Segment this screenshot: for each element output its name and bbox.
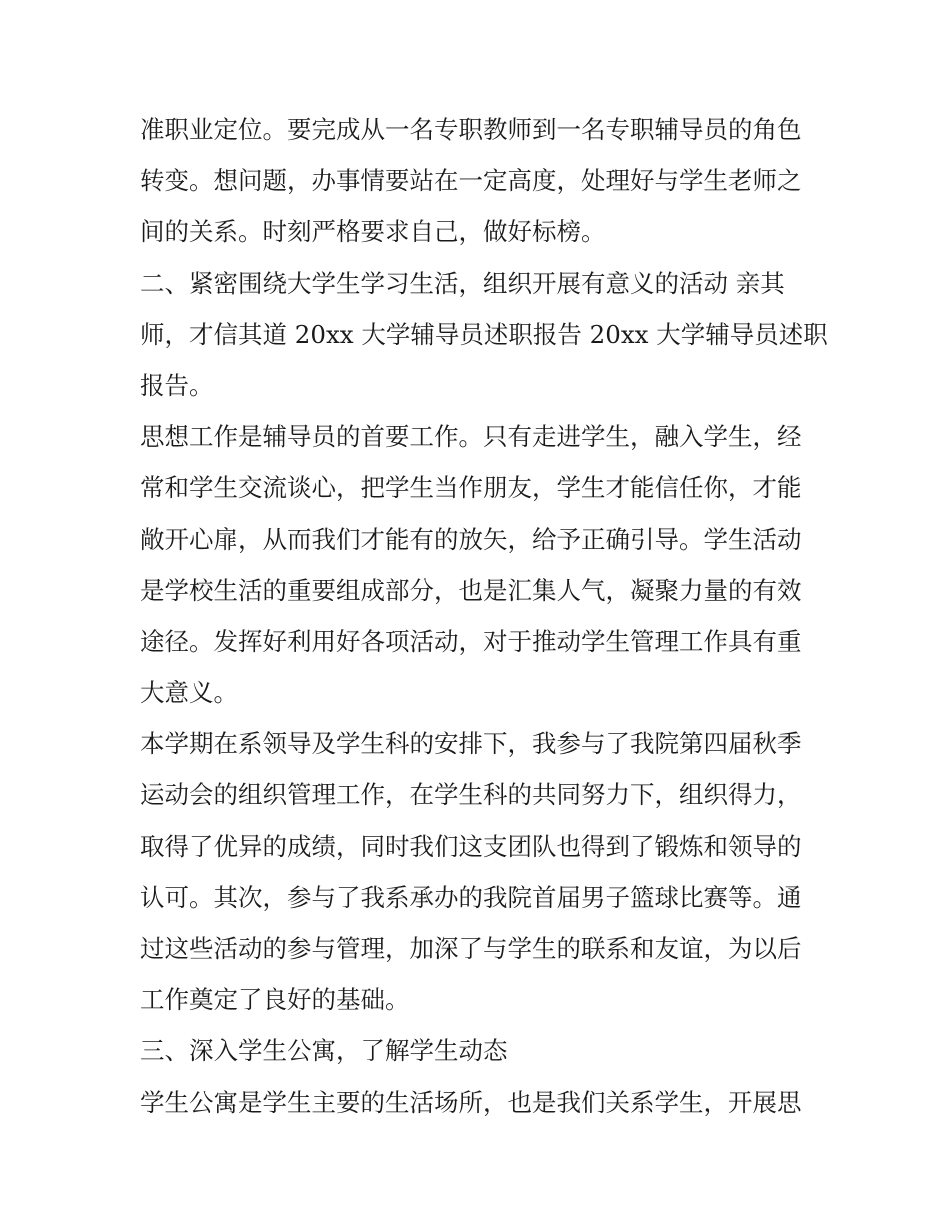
text-line: 运动会的组织管理工作，在学生科的共同努力下，组织得力，: [140, 780, 802, 810]
text-line: 认可。其次，参与了我系承办的我院首届男子篮球比赛等。通: [140, 882, 802, 912]
text-line: 大意义。: [140, 678, 238, 708]
text-line: 过这些活动的参与管理，加深了与学生的联系和友谊，为以后: [140, 934, 802, 963]
text-line: 取得了优异的成绩，同时我们这支团队也得到了锻炼和领导的: [140, 831, 802, 861]
section-heading-three: 三、深入学生公寓，了解学生动态: [140, 1036, 508, 1066]
text-line: 准职业定位。要完成从一名专职教师到一名专职辅导员的角色: [140, 115, 802, 144]
text-line: 工作奠定了良好的基础。: [140, 985, 410, 1015]
text-line: 学生公寓是学生主要的生活场所，也是我们关系学生，开展思: [140, 1087, 802, 1117]
text-line: 间的关系。时刻严格要求自己，做好标榜。: [140, 217, 606, 247]
text-line: 师，才信其道 20xx 大学辅导员述职报告 20xx 大学辅导员述职: [140, 319, 828, 349]
text-line: 报告。: [140, 370, 214, 400]
text-line: 本学期在系领导及学生科的安排下，我参与了我院第四届秋季: [140, 729, 802, 759]
section-heading-two: 二、紧密围绕大学生学习生活，组织开展有意义的活动 亲其: [140, 268, 785, 298]
text-line: 转变。想问题，办事情要站在一定高度，处理好与学生老师之: [140, 166, 802, 196]
text-line: 是学校生活的重要组成部分，也是汇集人气，凝聚力量的有效: [140, 575, 802, 605]
document-body: [140, 104, 828, 1128]
text-line: 思想工作是辅导员的首要工作。只有走进学生，融入学生，经: [140, 422, 802, 452]
text-line: 常和学生交流谈心，把学生当作朋友，学生才能信任你，才能: [140, 473, 802, 503]
text-line: 敞开心扉，从而我们才能有的放矢，给予正确引导。学生活动: [140, 524, 802, 554]
text-line: 途径。发挥好利用好各项活动，对于推动学生管理工作具有重: [140, 626, 802, 656]
